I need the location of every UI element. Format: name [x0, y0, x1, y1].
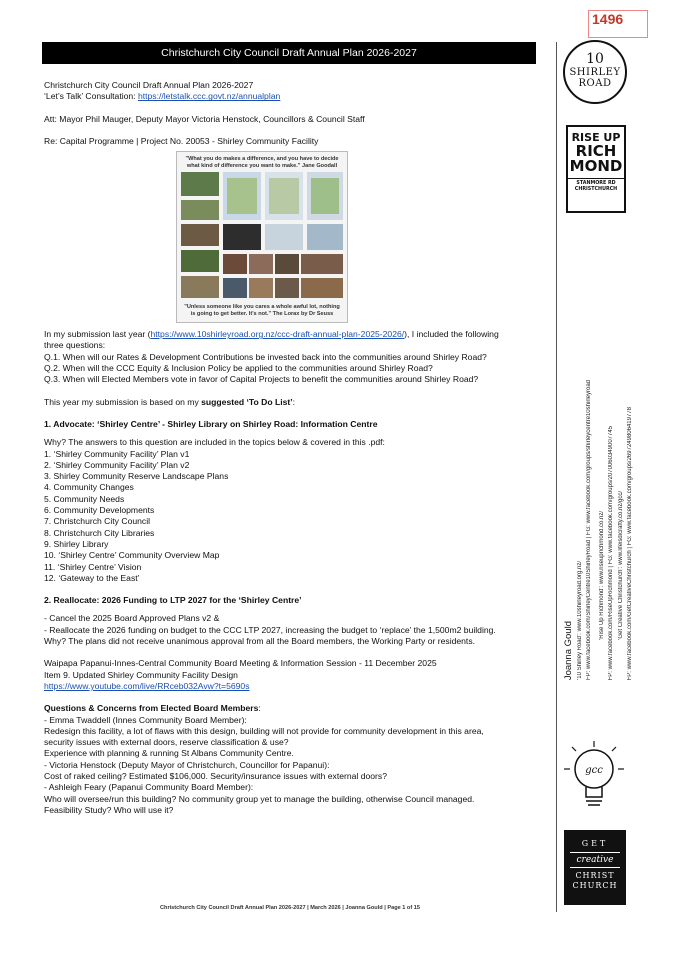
logo1-number: 10 [586, 51, 604, 67]
meeting-video-link[interactable]: https://www.youtube.com/live/RRceb032Avw?t=5690s [44, 680, 250, 691]
contact-line: FP: www.facebook.com/GetCreativeChristchurch | FG: www.facebook.com/groups/2697249806419778 [627, 406, 633, 680]
question-1: Q.1. When will our Rates & Development Contributions be invested back into the communities around Shirley Road? [44, 351, 487, 362]
collage-photo-grid [181, 172, 343, 300]
submission-prefix: In my submission last year ( [44, 329, 151, 340]
bulb-label: gcc [585, 765, 603, 776]
question-line: Redesign this facility, a lot of flaws with this design, building will not provide for community development in this area, [44, 725, 484, 736]
sidebar-contact [563, 300, 633, 680]
intro-title: Christchurch City Council Draft Annual Plan 2026-2027 [44, 80, 254, 90]
logo2-line3: MOND [569, 157, 623, 175]
todo-line [44, 397, 542, 408]
list-item: 10. ‘Shirley Centre’ Community Overview Map [44, 550, 220, 561]
logo1-line1: SHIRLEY [569, 67, 621, 78]
question-2: Q.2. When will the CCC Equity & Inclusion Policy be applied to the communities around Shirley Road? [44, 363, 433, 374]
list-item: 8. Christchurch City Libraries [44, 527, 155, 538]
list-item: 5. Community Needs [44, 493, 125, 504]
rise-up-richmond-logo [566, 125, 626, 213]
page-footer: Christchurch City Council Draft Annual Plan 2026-2027 | March 2026 | Joanna Gould | Page 1 of 15 [159, 905, 420, 911]
contact-line: FP: www.facebook.com/RiseUpRichmond | FG: www.facebook.com/groups/2070060349007745 [608, 425, 614, 680]
document-body [44, 80, 542, 816]
meeting-video-line [44, 681, 542, 692]
collage-quote-top: "What you do makes a difference, and you have to decide what kind of difference you want to make." Jane Goodall [185, 156, 339, 170]
submission-line2: three questions: [44, 340, 106, 351]
submission-line [44, 329, 542, 340]
meeting-line: Waipapa Papanui-Innes-Central Community Board Meeting & Information Session - 11 December 2025 [44, 658, 437, 669]
logo2-line4: STANMORE RD [568, 178, 624, 187]
questions-colon: : [258, 703, 261, 714]
consultation-link[interactable]: https://letstalk.ccc.govt.nz/annualplan [137, 91, 281, 102]
logo2-line5: CHRISTCHURCH [574, 187, 618, 192]
section1-list [44, 449, 542, 585]
consultation-label: ‘Let’s Talk’ Consultation: [44, 91, 138, 102]
contact-line: FP: www.facebook.com/ShirleyCentre10ShirleyRoad | FG: www.facebook.com/groups/shirleycentre10shirleyroad [586, 379, 592, 680]
list-item: 4. Community Changes [44, 482, 134, 493]
contact-line: ‘Rise Up Richmond’: www.riseuprichmond.co.nz/ [599, 510, 605, 640]
list-item: 1. ‘Shirley Community Facility’ Plan v1 [44, 448, 190, 459]
question-line: Cost of raked ceiling? Estimated $106,000. Security/insurance issues with external doors? [44, 770, 387, 781]
logo3-line4: CHURCH [572, 881, 618, 890]
section2-line: - Reallocate the 2026 funding on budget to the CCC LTP 2027, increasing the budget to ‘replace’ the 1,500m2 building. [44, 624, 496, 635]
section2-heading: 2. Reallocate: 2026 Funding to LTP 2027 for the ‘Shirley Centre’ [44, 595, 302, 606]
logo3-line1: GET [581, 839, 609, 848]
collage-image [176, 151, 348, 323]
list-item: 2. ‘Shirley Community Facility’ Plan v2 [44, 459, 190, 470]
question-line: Experience with planning & running St Albans Community Centre. [44, 748, 294, 759]
logo2-line2: RICH [575, 142, 617, 160]
logo1-line2: ROAD [578, 78, 612, 89]
sidebar-divider [556, 42, 557, 912]
shirley-road-logo [563, 40, 627, 104]
author-name: Joanna Gould [563, 620, 574, 680]
page-number-stamp: 1496 [588, 10, 648, 38]
section2-line: - Cancel the 2025 Board Approved Plans v2 & [44, 613, 220, 624]
questions-heading-line [44, 703, 542, 714]
section1-heading: 1. Advocate: ‘Shirley Centre’ - Shirley Library on Shirley Road: Information Centre [44, 418, 378, 429]
logo3-line3: CHRIST [575, 871, 615, 880]
section2-line: Why? The plans did not receive unanimous approval from all the Board members, the Working Party or residents. [44, 636, 476, 647]
question-line: - Emma Twaddell (Innes Community Board Member): [44, 714, 247, 725]
question-line: - Ashleigh Feary (Papanui Community Board Member): [44, 782, 254, 793]
document-banner: Christchurch City Council Draft Annual Plan 2026-2027 [42, 42, 536, 64]
list-item: 6. Community Developments [44, 505, 155, 516]
list-item: 9. Shirley Library [44, 538, 109, 549]
list-item: 3. Shirley Community Reserve Landscape Plans [44, 471, 229, 482]
contact-line: ‘10 Shirley Road’: www.10shirleyroad.org.nz/ [577, 560, 583, 680]
question-line: - Victoria Henstock (Deputy Mayor of Christchurch, Councillor for Papanui): [44, 759, 330, 770]
meeting-item: Item 9. Updated Shirley Community Facility Design [44, 669, 238, 680]
list-item: 7. Christchurch City Council [44, 516, 151, 527]
questions-heading: Questions & Concerns from Elected Board Members [44, 703, 259, 714]
question-line: Who will oversee/run this building? No community group yet to manage the building, otherwise Council managed. [44, 793, 475, 804]
get-creative-christchurch-logo [564, 830, 626, 905]
logo3-line2: creative [570, 852, 620, 868]
re-line: Re: Capital Programme | Project No. 20053 - Shirley Community Facility [44, 135, 319, 146]
collage-quote-bottom: "Unless someone like you cares a whole awful lot, nothing is going to get better. It's not." The Lorax by Dr Seuss [184, 304, 340, 318]
intro-consultation [44, 91, 542, 102]
list-item: 12. ‘Gateway to the East’ [44, 572, 140, 583]
todo-bold: suggested ‘To Do List’ [201, 396, 293, 407]
todo-prefix: This year my submission is based on my [44, 396, 202, 407]
lightbulb-icon [564, 737, 624, 825]
question-line: security issues with external doors, reserve classification & use? [44, 737, 289, 748]
submission-link[interactable]: https://www.10shirleyroad.org.nz/ccc-draft-annual-plan-2025-2026/ [150, 329, 405, 340]
question-line: Feasibility Study? Who will use it? [44, 804, 174, 815]
question-3: Q.3. When will Elected Members vote in favor of Capital Projects to benefit the communities around Shirley Road? [44, 374, 479, 385]
submission-suffix: ), I included the following [404, 329, 499, 340]
logo2-line1: RISE UP [571, 131, 621, 144]
section1-why: Why? The answers to this question are included in the topics below & covered in this .pdf: [44, 437, 385, 448]
todo-suffix: : [292, 396, 296, 407]
attention-line: Att: Mayor Phil Mauger, Deputy Mayor Victoria Henstock, Councillors & Council Staff [44, 113, 365, 124]
list-item: 11. ‘Shirley Centre’ Vision [44, 561, 142, 572]
contact-line: ‘Get Creative Christchurch’: www.lifeisdicrafty.co.nz/gcc/ [618, 491, 624, 640]
